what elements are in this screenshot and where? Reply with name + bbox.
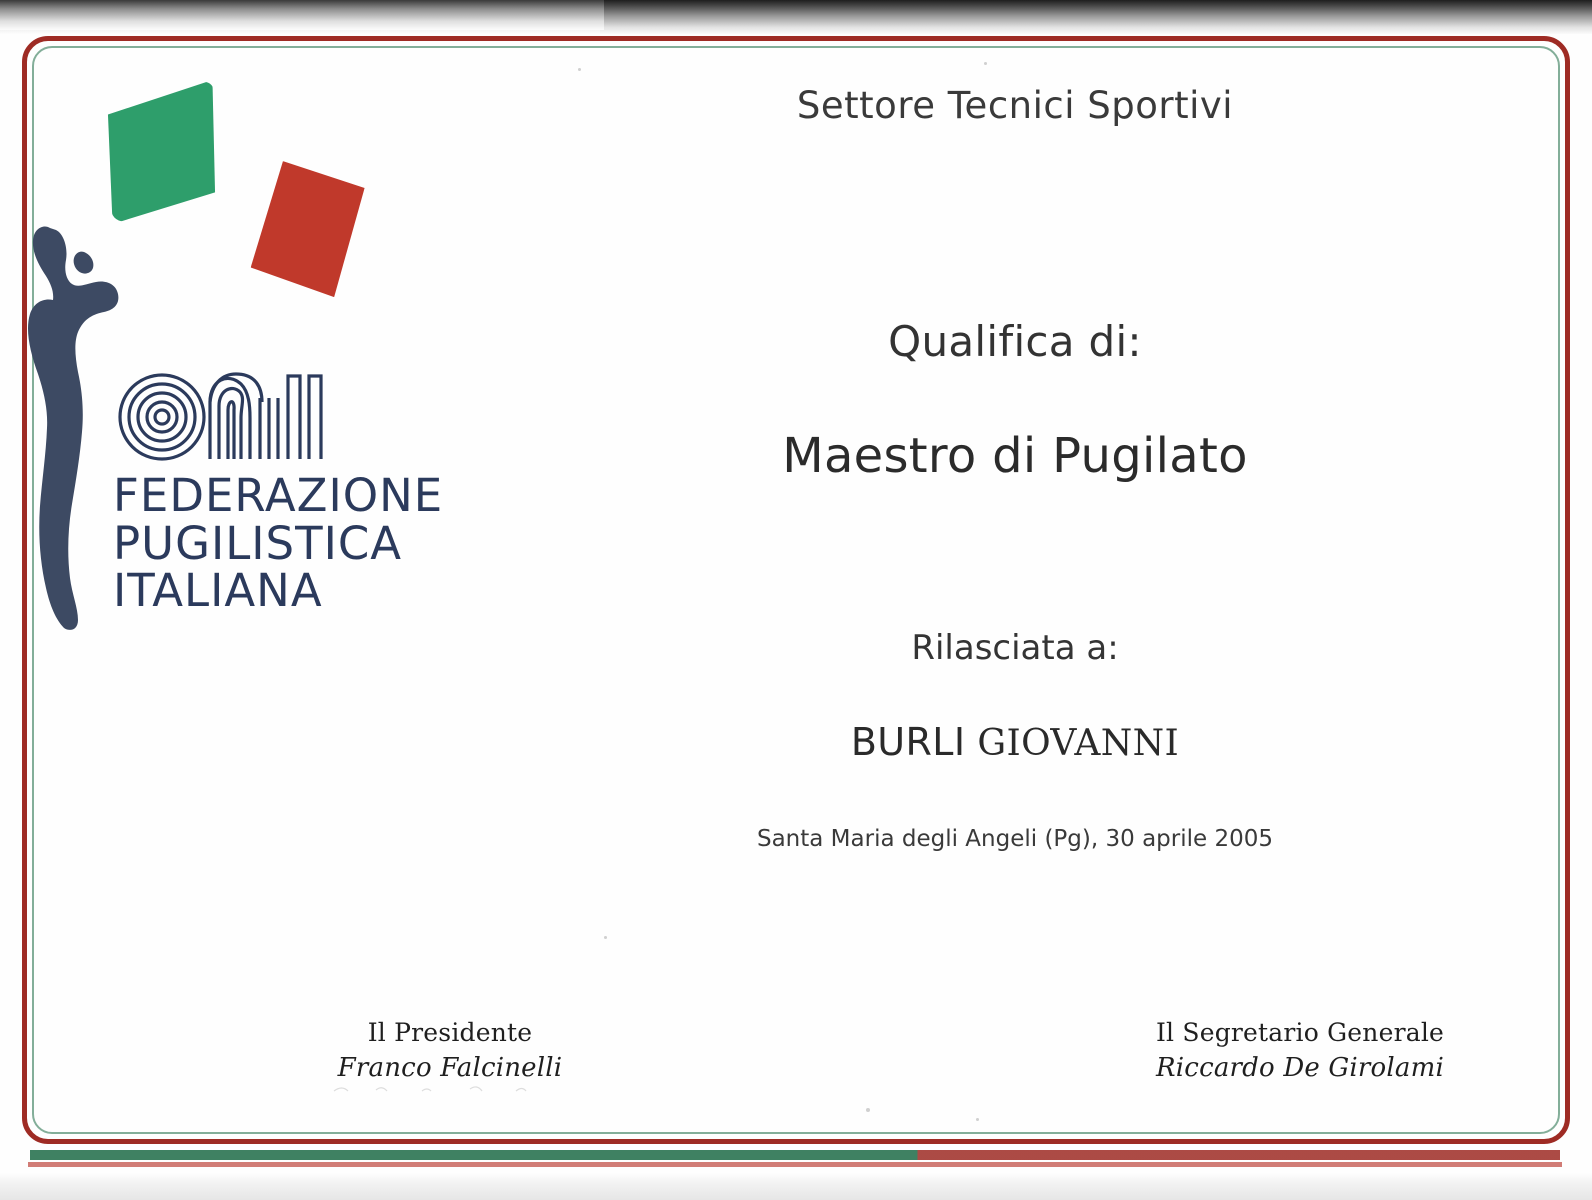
coni-logo-icon bbox=[110, 362, 340, 472]
federation-name-line3: ITALIANA bbox=[113, 564, 323, 618]
federation-name-line1: FEDERAZIONE bbox=[113, 469, 444, 522]
bottom-color-stripe-secondary bbox=[28, 1162, 1562, 1167]
president-name: Franco Falcinelli bbox=[337, 1053, 563, 1083]
recipient-name bbox=[500, 720, 1530, 764]
federation-name bbox=[113, 469, 444, 618]
scanner-top-shadow-right bbox=[600, 0, 1592, 34]
secretary-role: Il Segretario Generale bbox=[1155, 1018, 1445, 1047]
bottom-color-stripe bbox=[30, 1150, 1560, 1160]
qualification-title: Maestro di Pugilato bbox=[782, 428, 1248, 484]
certificate-header-text: Settore Tecnici Sportivi bbox=[796, 84, 1234, 127]
scan-speck bbox=[984, 62, 987, 65]
italian-flag-green-shape bbox=[100, 80, 225, 224]
federation-name-line2: PUGILISTICA bbox=[113, 516, 403, 570]
signature-block-president bbox=[260, 1018, 640, 1083]
scan-speck bbox=[976, 1118, 979, 1121]
qualification-label: Qualifica di: bbox=[888, 317, 1142, 366]
scan-speck bbox=[866, 1108, 870, 1112]
recipient-given-name: GIOVANNI bbox=[977, 723, 1180, 764]
secretary-name: Riccardo De Girolami bbox=[1156, 1053, 1444, 1083]
scanner-bottom-shadow bbox=[0, 1172, 1592, 1200]
president-role: Il Presidente bbox=[367, 1018, 533, 1047]
certificate-body bbox=[500, 60, 1530, 852]
scan-speck bbox=[578, 68, 581, 71]
scan-speck bbox=[604, 936, 607, 939]
issued-to-label: Rilasciata a: bbox=[911, 628, 1119, 668]
handwriting-smudge bbox=[330, 1082, 550, 1096]
signature-block-secretary bbox=[1060, 1018, 1540, 1083]
recipient-surname: BURLI bbox=[850, 720, 966, 764]
place-and-date: Santa Maria degli Angeli (Pg), 30 aprile 2005 bbox=[756, 826, 1274, 852]
federation-emblem bbox=[10, 72, 480, 652]
italian-flag-red-shape bbox=[248, 159, 366, 299]
paper-top-edge bbox=[0, 0, 604, 30]
